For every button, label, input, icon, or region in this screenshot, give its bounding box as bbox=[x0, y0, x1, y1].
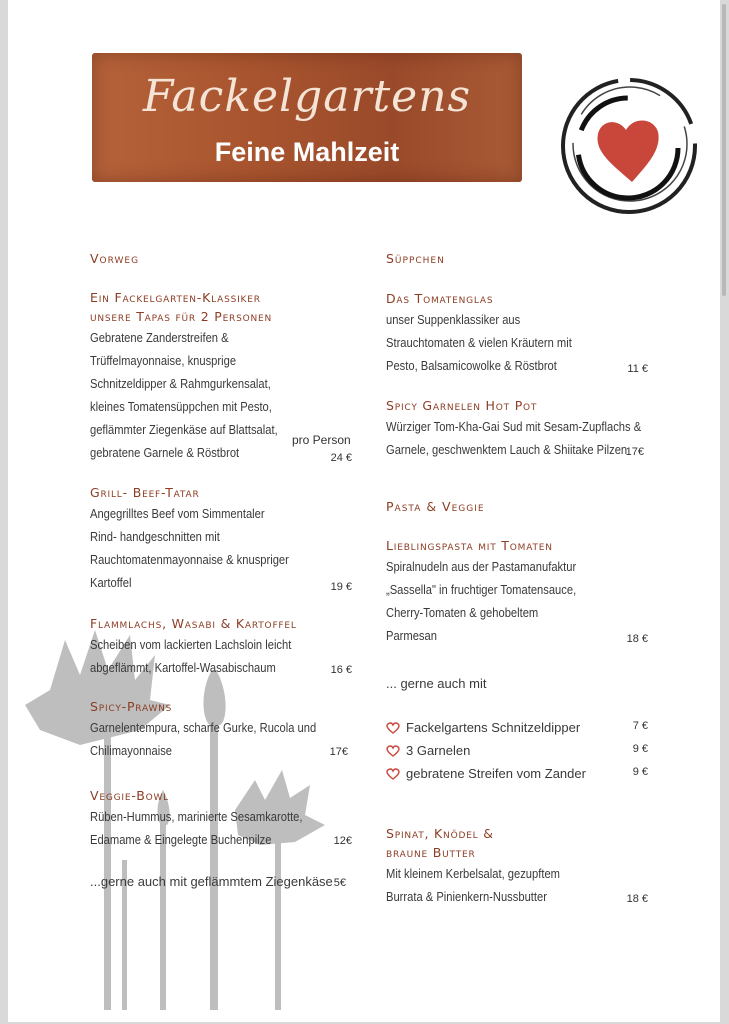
extra-option: ...gerne auch mit geflämmtem Ziegenkäse bbox=[90, 874, 333, 889]
addon-intro: ... gerne auch mit bbox=[386, 676, 487, 691]
item-title: Spicy-Prawns bbox=[90, 699, 173, 714]
item-title: Grill- Beef-Tatar bbox=[90, 485, 200, 500]
addon-item: 3 Garnelen bbox=[406, 743, 471, 758]
item-description: Scheiben vom lackierten Lachsloin leicht abgeflämmt, Kartoffel-Wasabischaum bbox=[90, 637, 292, 675]
item-title: Flammlachs, Wasabi & Kartoffel bbox=[90, 616, 297, 631]
item-title: Veggie-Bowl bbox=[90, 788, 169, 803]
section-heading-suppchen: Süppchen bbox=[386, 251, 445, 266]
heart-logo-icon bbox=[554, 74, 700, 222]
header-banner bbox=[92, 53, 522, 182]
item-description: Spiralnudeln aus der Pastamanufaktur „Sassella" in fruchtiger Tomatensauce, Cherry-Tomaten & gehobeltem Parmesan bbox=[386, 559, 577, 643]
addon-item: gebratene Streifen vom Zander bbox=[406, 766, 586, 781]
item-description: Gebratene Zanderstreifen & Trüffelmayonnaise, knusprige Schnitzeldipper & Rahmgurkensalat, kleines Tomatensüppchen mit Pesto, geflämmter Ziegenkäse auf Blattsalat, gebratene Garnele & Röstbrot bbox=[90, 330, 278, 460]
price-note: pro Person bbox=[292, 433, 351, 447]
item-price: 5€ bbox=[333, 877, 346, 889]
item-title: Ein Fackelgarten-Klassiker bbox=[90, 290, 261, 305]
item-title: Spinat, Knödel & bbox=[386, 826, 494, 841]
addon-price: 9 € bbox=[632, 766, 648, 778]
item-price: 11 € bbox=[627, 363, 648, 375]
heart-bullet-icon bbox=[386, 722, 400, 734]
menu-page bbox=[8, 0, 720, 1022]
item-price: 24 € bbox=[330, 452, 352, 464]
item-description: unser Suppenklassiker aus Strauchtomaten & vielen Kräutern mit Pesto, Balsamicowolke & Röstbrot bbox=[386, 312, 572, 373]
item-price: 18 € bbox=[626, 893, 648, 905]
item-price: 19 € bbox=[330, 581, 352, 593]
item-description: Würziger Tom-Kha-Gai Sud mit Sesam-Zupflachs & Garnele, geschwenktem Lauch & Shiitake Pilzen bbox=[386, 419, 642, 457]
item-price: 12€ bbox=[333, 835, 352, 847]
section-heading-vorweg: Vorweg bbox=[90, 251, 140, 266]
item-price: 17€ bbox=[625, 446, 644, 458]
heart-bullet-icon bbox=[386, 745, 400, 757]
addon-price: 7 € bbox=[632, 720, 648, 732]
restaurant-title: Fackelgartens bbox=[142, 71, 472, 122]
addon-item: Fackelgartens Schnitzeldipper bbox=[406, 720, 581, 735]
item-price: 18 € bbox=[626, 633, 648, 645]
item-title: Lieblingspasta mit Tomaten bbox=[386, 538, 553, 553]
item-description: Garnelentempura, scharfe Gurke, Rucola und Chilimayonnaise bbox=[90, 720, 317, 758]
item-description: Mit kleinem Kerbelsalat, gezupftem Burrata & Pinienkern-Nussbutter bbox=[386, 866, 560, 904]
item-title: Das Tomatenglas bbox=[386, 291, 494, 306]
item-description: Angegrilltes Beef vom Simmentaler Rind- handgeschnitten mit Rauchtomatenmayonnaise & knuspriger Kartoffel bbox=[90, 506, 289, 590]
item-title: braune Butter bbox=[386, 845, 476, 860]
addon-price: 9 € bbox=[632, 743, 648, 755]
item-title: Spicy Garnelen Hot Pot bbox=[386, 398, 538, 413]
item-price: 16 € bbox=[330, 664, 352, 676]
vertical-scrollbar[interactable] bbox=[722, 4, 726, 296]
restaurant-subtitle: Feine Mahlzeit bbox=[214, 137, 400, 167]
item-title: unsere Tapas für 2 Personen bbox=[90, 309, 273, 324]
item-description: Rüben-Hummus, marinierte Sesamkarotte, Edamame & Eingelegte Buchenpilze bbox=[90, 809, 303, 847]
item-price: 17€ bbox=[329, 746, 348, 758]
heart-bullet-icon bbox=[386, 768, 400, 780]
section-heading-pasta: Pasta & Veggie bbox=[386, 499, 485, 514]
